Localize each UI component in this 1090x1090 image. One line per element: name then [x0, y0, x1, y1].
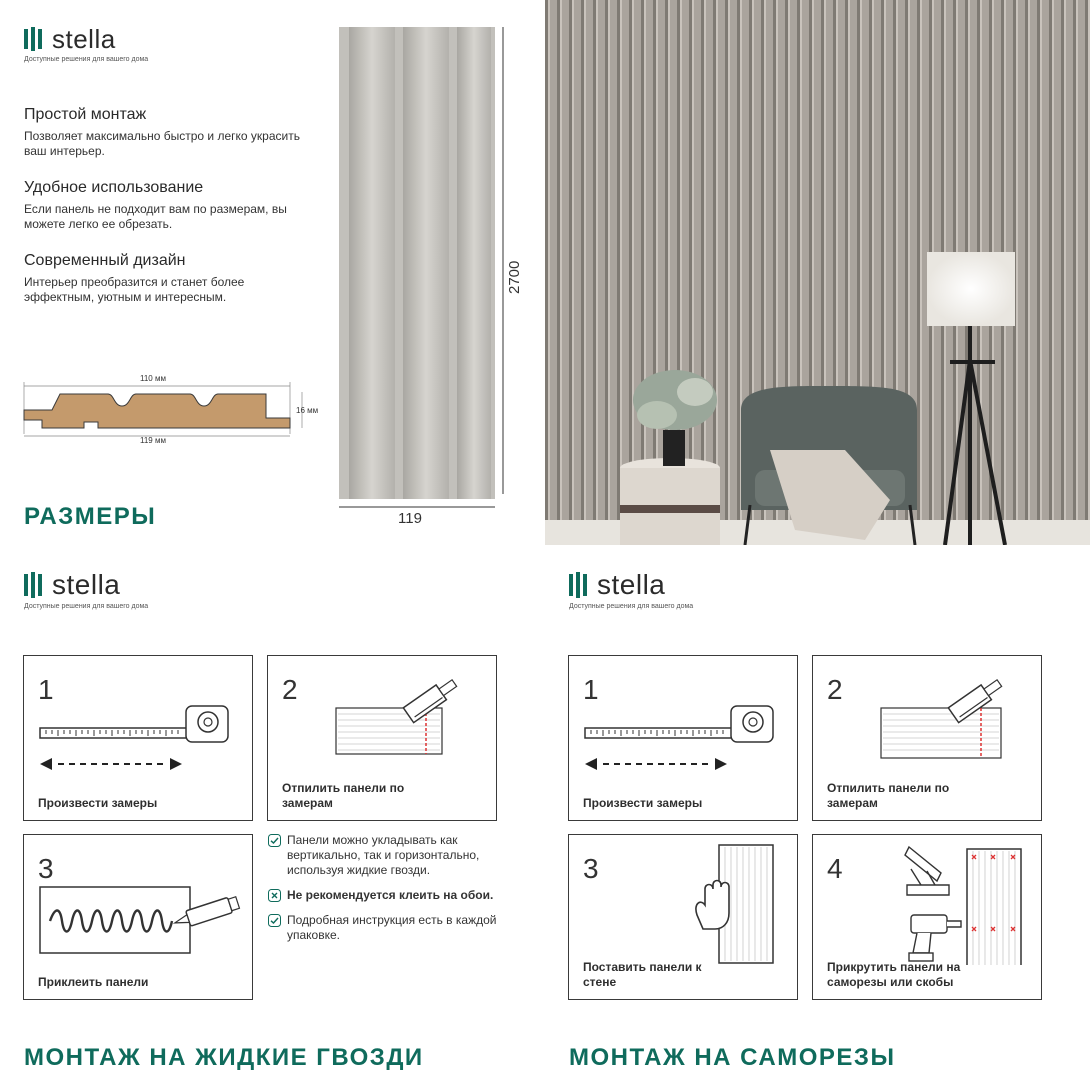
stella-logo-icon	[569, 572, 591, 598]
feature-item	[24, 252, 314, 305]
step-caption: Приклеить панели	[38, 975, 149, 989]
step-number: 2	[282, 674, 298, 705]
note-text: Не рекомендуется клеить на обои.	[287, 888, 494, 902]
brand-name: stella	[52, 24, 116, 54]
panel-width-label: 119	[398, 510, 422, 527]
brand-logo	[24, 26, 148, 63]
screws-step-2-card	[812, 655, 1042, 821]
note-item	[268, 913, 498, 943]
step-number: 1	[38, 674, 54, 705]
brand-logo	[24, 571, 148, 610]
screws-step-1-card	[568, 655, 798, 821]
stella-logo-icon	[24, 27, 46, 51]
feature-item	[24, 106, 314, 159]
step-caption: Произвести замеры	[38, 796, 158, 810]
step-number: 4	[827, 853, 843, 884]
feature-text: Позволяет максимально быстро и легко украсить ваш интерьер.	[24, 129, 300, 158]
feature-item	[24, 179, 314, 232]
profile-top-width: 110 мм	[140, 374, 166, 383]
step-number: 2	[827, 674, 843, 705]
feature-text: Если панель не подходит вам по размерам, вы можете легко ее обрезать.	[24, 202, 287, 231]
step-caption: Произвести замеры	[583, 796, 703, 810]
screws-title: МОНТАЖ НА САМОРЕЗЫ	[569, 1044, 896, 1071]
stella-logo-icon	[24, 572, 46, 598]
sizes-title: РАЗМЕРЫ	[24, 503, 157, 530]
brand-name: stella	[597, 569, 666, 600]
liquid-step-2-card	[267, 655, 497, 821]
note-text: Панели можно укладывать как вертикально, так и горизонтально, используя жидкие гвозди.	[287, 833, 480, 877]
liquid-step-3-card	[23, 834, 253, 1000]
step-caption: Прикрутить панели на саморезы или скобы	[827, 960, 961, 989]
feature-text: Интерьер преобразится и станет более эффектным, уютным и интересным.	[24, 275, 245, 304]
step-caption: Отпилить панели по замерам	[827, 781, 950, 810]
note-item	[268, 833, 498, 878]
panel-height-label: 2700	[506, 260, 523, 294]
tape-measure-icon	[581, 694, 793, 784]
panel-profile-diagram	[22, 372, 332, 452]
tape-measure-icon	[36, 694, 248, 784]
note-item	[268, 888, 498, 903]
glue-application-icon	[36, 883, 248, 961]
liquid-nails-title: МОНТАЖ НА ЖИДКИЕ ГВОЗДИ	[24, 1044, 424, 1071]
step-number: 3	[583, 853, 599, 884]
check-icon	[268, 914, 281, 927]
saw-cut-icon	[877, 676, 1007, 760]
screws-step-4-card	[812, 834, 1042, 1000]
feature-title: Простой монтаж	[24, 106, 147, 123]
brand-name: stella	[52, 569, 121, 600]
interior-photo	[545, 0, 1090, 545]
hand-on-panel-icon	[687, 843, 787, 967]
panel-illustration	[335, 24, 530, 514]
profile-thickness: 16 мм	[296, 406, 319, 415]
profile-bottom-width: 119 мм	[140, 436, 166, 445]
brand-tagline: Доступные решения для вашего дома	[24, 603, 149, 610]
liquid-step-1-card	[23, 655, 253, 821]
stapler-drill-icon	[897, 841, 1037, 965]
screws-step-3-card	[568, 834, 798, 1000]
note-text: Подробная инструкция есть в каждой упаковке.	[287, 913, 497, 942]
check-icon	[268, 834, 281, 847]
feature-title: Современный дизайн	[24, 252, 186, 269]
step-caption: Отпилить панели по замерам	[282, 781, 405, 810]
step-number: 3	[38, 853, 54, 884]
step-caption: Поставить панели к стене	[583, 960, 702, 989]
profile-drawing	[22, 372, 332, 452]
feature-title: Удобное использование	[24, 179, 204, 196]
cross-icon	[268, 889, 281, 902]
brand-tagline: Доступные решения для вашего дома	[24, 56, 149, 63]
brand-tagline: Доступные решения для вашего дома	[569, 603, 694, 610]
saw-cut-icon	[332, 676, 462, 760]
feature-list	[24, 106, 314, 305]
liquid-notes	[268, 833, 498, 953]
step-number: 1	[583, 674, 599, 705]
brand-logo	[569, 571, 693, 610]
